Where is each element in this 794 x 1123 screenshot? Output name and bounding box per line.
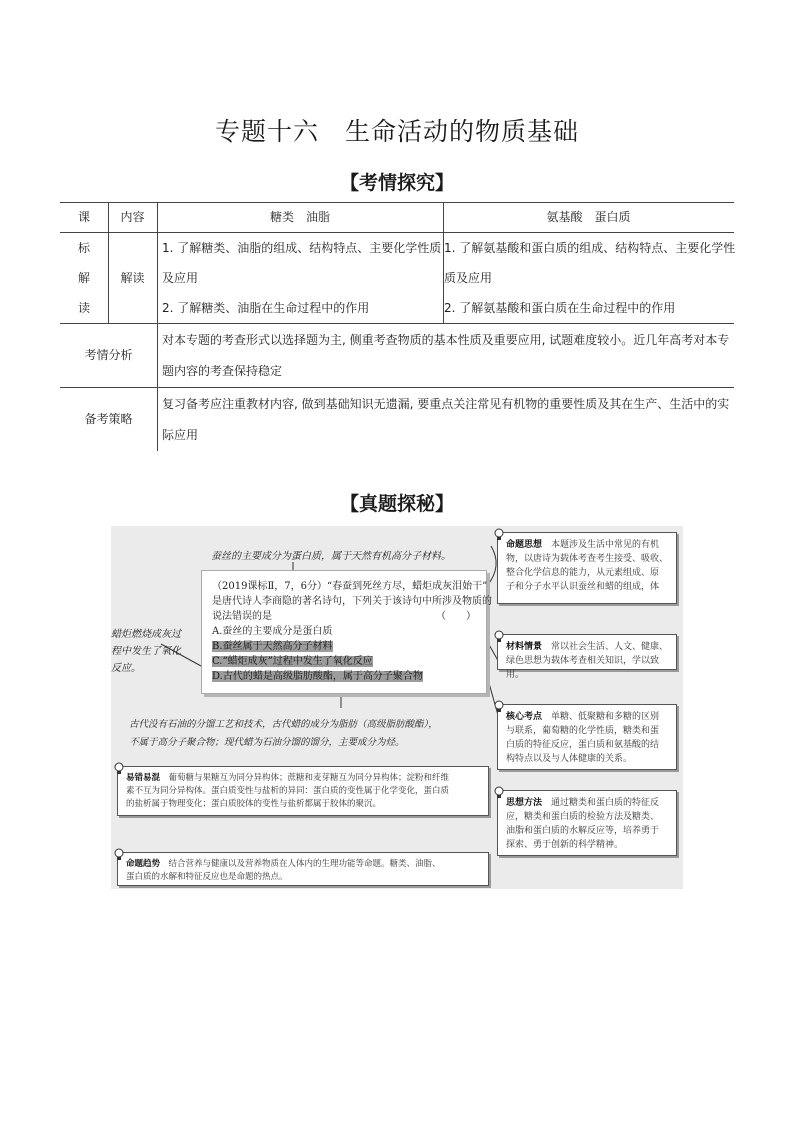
option-c-text: C.“蜡炬成灰”过程中发生了氧化反应 xyxy=(212,656,373,667)
option-d xyxy=(212,669,476,684)
label-du: 读 xyxy=(77,301,90,315)
option-b xyxy=(212,639,476,654)
question-stem: 是唐代诗人李商隐的著名诗句，下列关于该诗句中所涉及物质的 xyxy=(212,596,492,607)
box-label: 命题思想 xyxy=(506,540,543,550)
option-a: A.蚕丝的主要成分是蛋白质 xyxy=(212,626,333,637)
lightbulb-icon xyxy=(491,784,507,800)
box-design-idea xyxy=(497,532,677,604)
header-ke: 课 xyxy=(77,210,90,224)
amino-point-2: 2. 了解氨基酸和蛋白质在生命过程中的作用 xyxy=(444,301,676,315)
section-heading-exam-analysis: 【考情探究】 xyxy=(339,172,454,194)
box-thinking-method xyxy=(497,790,677,856)
box-line: 绿色思想为载体考查相关知识，学以致用。 xyxy=(506,656,660,680)
box-line: 构特点以及与人体健康的关系。 xyxy=(506,754,633,764)
note-line: 程中发生了氧化 xyxy=(111,646,181,657)
box-label: 材料情景 xyxy=(506,642,543,652)
table-rule xyxy=(157,202,158,451)
box-line: 整合化学信息的能力，从元素组成、原 xyxy=(506,568,660,578)
label-jiedu: 解读 xyxy=(120,271,145,285)
analysis-text-2: 题内容的考查保持稳定 xyxy=(162,364,283,378)
box-line: 物，以唐诗为载体考查考生接受、吸收、 xyxy=(506,554,669,564)
lightbulb-icon xyxy=(491,628,507,644)
header-content: 内容 xyxy=(120,210,145,224)
note-candle-oxidation xyxy=(111,626,199,677)
sugar-point-1-cont: 及应用 xyxy=(162,271,199,285)
box-label: 命题趋势 xyxy=(126,859,161,869)
amino-point-1-cont: 质及应用 xyxy=(444,271,493,285)
note-line: 古代没有石油的分馏工艺和技术，古代蜡的成分为脂肪（高级脂肪酸酯）， xyxy=(129,719,438,730)
label-jie: 解 xyxy=(77,271,90,285)
page-title: 专题十六 生命活动的物质基础 xyxy=(214,117,579,146)
box-material-context xyxy=(497,634,677,680)
amino-point-1: 1. 了解氨基酸和蛋白质的组成、结构特点、主要化学性 xyxy=(444,241,736,255)
box-common-mistakes xyxy=(117,766,489,816)
lightbulb-icon xyxy=(111,760,127,776)
exam-analysis-table xyxy=(60,202,734,451)
box-trend xyxy=(117,852,489,886)
analysis-text-1: 对本专题的考查形式以选择题为主, 侧重考查物质的基本性质及重要应用, 试题难度较小。近几年高考对本专 xyxy=(162,333,730,347)
label-analysis: 考情分析 xyxy=(84,348,133,362)
note-line: 不属于高分子聚合物；现代蜡为石油分馏的馏分，主要成分为烃。 xyxy=(129,737,405,748)
sugar-point-2: 2. 了解糖类、油脂在生命过程中的作用 xyxy=(162,301,370,315)
section-heading-real-exam: 【真题探秘】 xyxy=(339,493,454,515)
option-d-text: D.古代的蜡是高级脂肪酸酯，属于高分子聚合物 xyxy=(212,671,423,682)
note-silk-protein: 蚕丝的主要成分为蛋白质，属于天然有机高分子材料。 xyxy=(211,551,451,562)
box-line: 的盐析属于物理变化；蛋白质胶体的变性与盐析都属于胶体的聚沉。 xyxy=(126,799,382,809)
box-line: 葡萄糖与果糖互为同分异构体；蔗糖和麦芽糖互为同分异构体；淀粉和纤维 xyxy=(168,773,450,783)
box-line: 白质的特征反应，蛋白质和氨基酸的结 xyxy=(506,740,660,750)
lightbulb-icon xyxy=(491,526,507,542)
question-card xyxy=(201,570,492,694)
note-line: 蜡炬燃烧成灰过 xyxy=(111,629,181,640)
box-label: 核心考点 xyxy=(506,712,543,722)
strategy-text-2: 际应用 xyxy=(162,428,199,442)
box-label: 易错易混 xyxy=(126,773,161,783)
box-line: 油脂和蛋白质的水解反应等，培养勇于 xyxy=(506,826,660,836)
box-line: 素不互为同分异构体。蛋白质变性与盐析的异同：蛋白质的变性属于化学变化，蛋白质 xyxy=(126,786,450,796)
table-rule xyxy=(60,387,734,388)
box-line: 与联系，葡萄糖的化学性质，糖类和蛋 xyxy=(506,726,660,736)
header-sugar-fat: 糖类 油脂 xyxy=(269,210,330,224)
strategy-text-1: 复习备考应注重教材内容, 做到基础知识无遗漏, 要重点关注常见有机物的重要性质及其在生产、生活中的实 xyxy=(162,397,730,411)
label-biao: 标 xyxy=(77,241,90,255)
box-line: 单糖、低聚糖和多糖的区别 xyxy=(551,712,660,722)
question-stem: （2019课标Ⅱ，7，6分）“春蚕到死丝方尽，蜡炬成灰泪始干” xyxy=(212,581,488,592)
box-line: 结合营养与健康以及营养物质在人体内的生理功能等命题。糖类、油脂、 xyxy=(168,859,441,869)
question-stem xyxy=(212,609,476,624)
lightbulb-icon xyxy=(491,698,507,714)
note-line: 反应。 xyxy=(111,663,141,674)
box-label: 思想方法 xyxy=(506,798,543,808)
label-strategy: 备考策略 xyxy=(84,412,133,426)
box-line: 探索、勇于创新的科学精神。 xyxy=(506,840,624,850)
box-line: 常以社会生活、人文、健康、 xyxy=(551,642,669,652)
option-b-text: B.蚕丝属于天然高分子材料 xyxy=(212,641,333,652)
sugar-point-1: 1. 了解糖类、油脂的组成、结构特点、主要化学性质 xyxy=(162,241,442,255)
lightbulb-icon xyxy=(111,846,127,862)
option-c xyxy=(212,654,476,669)
box-core-points xyxy=(497,704,677,770)
box-line: 应，糖类和蛋白质的检验方法及糖类、 xyxy=(506,812,660,822)
answer-paren: （ ） xyxy=(436,611,476,622)
box-line: 子和分子水平认识蚕丝和蜡的组成，体 xyxy=(506,582,660,592)
box-line: 通过糖类和蛋白质的特征反 xyxy=(551,798,660,808)
header-amino-protein: 氨基酸 蛋白质 xyxy=(546,210,631,224)
box-line: 蛋白质的水解和特征反应也是命题的热点。 xyxy=(126,872,288,882)
note-ancient-wax xyxy=(129,716,509,752)
annotated-question-figure xyxy=(111,526,683,889)
question-stem-end: 说法错误的是 xyxy=(212,611,272,622)
box-line: 本题涉及生活中常见的有机 xyxy=(551,540,660,550)
